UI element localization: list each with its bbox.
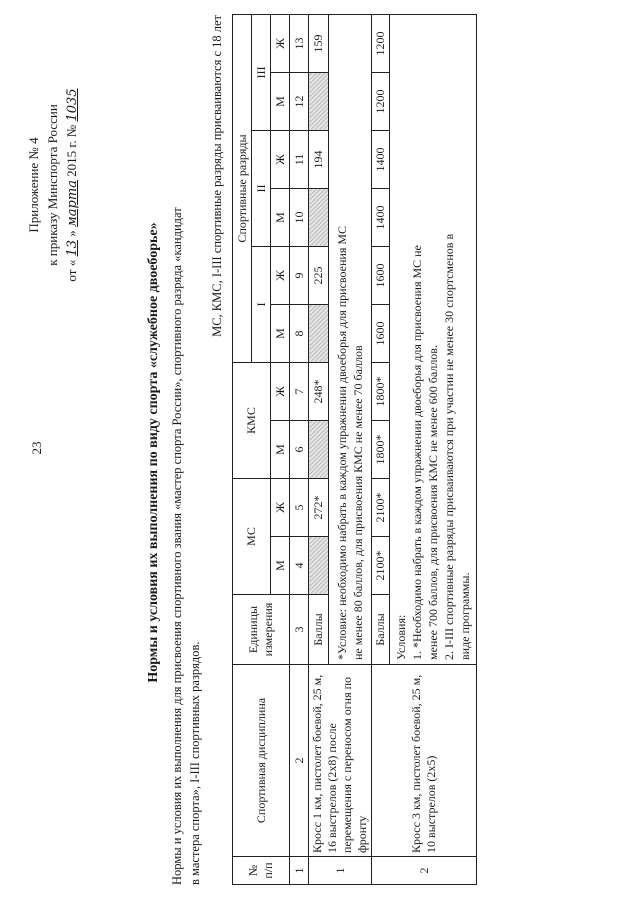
- col-number: 13: [290, 14, 309, 72]
- header-male: М: [271, 537, 290, 595]
- col-number: 2: [290, 665, 309, 857]
- date-prefix: от «: [64, 259, 79, 282]
- header-rank-2: II: [252, 131, 271, 247]
- header-male: М: [271, 305, 290, 363]
- col-number: 3: [290, 595, 309, 665]
- column-number-row: [290, 14, 309, 884]
- empty-shaded-cell: [309, 73, 329, 131]
- value-cell: 1600: [372, 247, 390, 305]
- row-number: 2: [372, 857, 477, 885]
- discipline-cell: Кросс 1 км, пистолет боевой, 25 м, 16 выстрелов (2х8) после перемещения с переносом огня по фронту: [309, 665, 372, 857]
- col-number: 11: [290, 131, 309, 189]
- header-male: М: [271, 73, 290, 131]
- value-cell: 1800*: [372, 363, 390, 421]
- header-female: Ж: [271, 247, 290, 305]
- condition-line: 1. *Необходимо набрать в каждом упражнении двоеборья для присвоения МС не: [410, 245, 424, 660]
- page-number: 23: [29, 441, 44, 455]
- date-month: марта: [65, 180, 80, 227]
- empty-shaded-cell: [309, 189, 329, 247]
- header-ranks: Спортивные разряды: [233, 14, 252, 362]
- empty-shaded-cell: [309, 421, 329, 479]
- value-cell: 2100*: [372, 479, 390, 537]
- empty-shaded-cell: [309, 537, 329, 595]
- header-female: Ж: [271, 363, 290, 421]
- header-rank-1: I: [252, 247, 271, 363]
- condition-line: *Условие: необходимо набрать в каждом упражнении двоеборья для присвоения МС: [334, 225, 349, 660]
- col-number: 1: [290, 857, 309, 885]
- col-number: 4: [290, 537, 309, 595]
- value-cell: 1800*: [372, 421, 390, 479]
- col-number: 7: [290, 363, 309, 421]
- header-rank-3: III: [252, 14, 271, 130]
- condition-cell: [328, 14, 371, 664]
- col-number: 5: [290, 479, 309, 537]
- value-cell: 1400: [372, 131, 390, 189]
- value-cell: 194: [309, 131, 329, 189]
- value-cell: 1600: [372, 305, 390, 363]
- col-number: 8: [290, 305, 309, 363]
- value-cell: 159: [309, 14, 329, 72]
- age-note: МС, КМС, I-III спортивные разряды присваиваются с 18 лет: [210, 15, 224, 337]
- header-num: № п/п: [233, 857, 290, 885]
- header-female: Ж: [271, 131, 290, 189]
- value-cell: 1200: [372, 73, 390, 131]
- row-number: 1: [309, 857, 372, 885]
- discipline-cell: Кросс 3 км, пистолет боевой, 25 м, 10 выстрелов (2х5): [372, 665, 477, 857]
- header-female: Ж: [271, 479, 290, 537]
- col-number: 6: [290, 421, 309, 479]
- norms-table: [232, 14, 477, 885]
- condition-line: не менее 80 баллов, для присвоения КМС не менее 70 баллов: [350, 345, 365, 660]
- condition-cell: [390, 14, 477, 664]
- intro-line-1: Нормы и условия их выполнения для присвоения спортивного звания «мастер спорта России», спортивного разряда «кандидат: [170, 207, 184, 885]
- col-number: 10: [290, 189, 309, 247]
- appendix-number: Приложение № 4: [26, 137, 41, 233]
- header-male: М: [271, 421, 290, 479]
- intro-text: [168, 15, 204, 885]
- table-row: [372, 14, 390, 884]
- value-cell: 1200: [372, 14, 390, 72]
- table-row: [309, 14, 329, 884]
- value-cell: 248*: [309, 363, 329, 421]
- condition-line: 2. I-III спортивные разряды присваиваются при участии не менее 30 спортсменов в: [442, 233, 456, 660]
- intro-line-2: в мастера спорта», I-III спортивных разрядов.: [188, 641, 202, 885]
- empty-shaded-cell: [309, 305, 329, 363]
- appendix-header: [24, 25, 82, 345]
- header-kms: КМС: [233, 363, 271, 479]
- value-cell: 272*: [309, 479, 329, 537]
- col-number: 9: [290, 247, 309, 305]
- units-cell: Баллы: [309, 595, 329, 665]
- header-ms: МС: [233, 479, 271, 595]
- header-female: Ж: [271, 14, 290, 72]
- units-cell: Баллы: [372, 595, 390, 665]
- header-units: Единицы измерения: [233, 595, 290, 665]
- date-mid: »: [64, 230, 79, 237]
- value-cell: 2100*: [372, 537, 390, 595]
- header-discipline: Спортивная дисциплина: [233, 665, 290, 857]
- appendix-order-ref: к приказу Минспорта России: [45, 104, 60, 266]
- appendix-date-line: [62, 25, 82, 345]
- condition-title: Условия:: [394, 614, 408, 660]
- date-day: 13: [65, 240, 80, 257]
- value-cell: 225: [309, 247, 329, 305]
- header-male: М: [271, 189, 290, 247]
- date-year: 2015 г. №: [64, 124, 79, 177]
- value-cell: 1400: [372, 189, 390, 247]
- condition-line: виде программы.: [458, 572, 472, 660]
- condition-line: менее 700 баллов, для присвоения КМС не менее 600 баллов.: [426, 345, 440, 660]
- document-title: Нормы и условия их выполнения по виду спорта «служебное двоеборье»: [146, 222, 161, 683]
- col-number: 12: [290, 73, 309, 131]
- order-number: 1035: [65, 88, 80, 122]
